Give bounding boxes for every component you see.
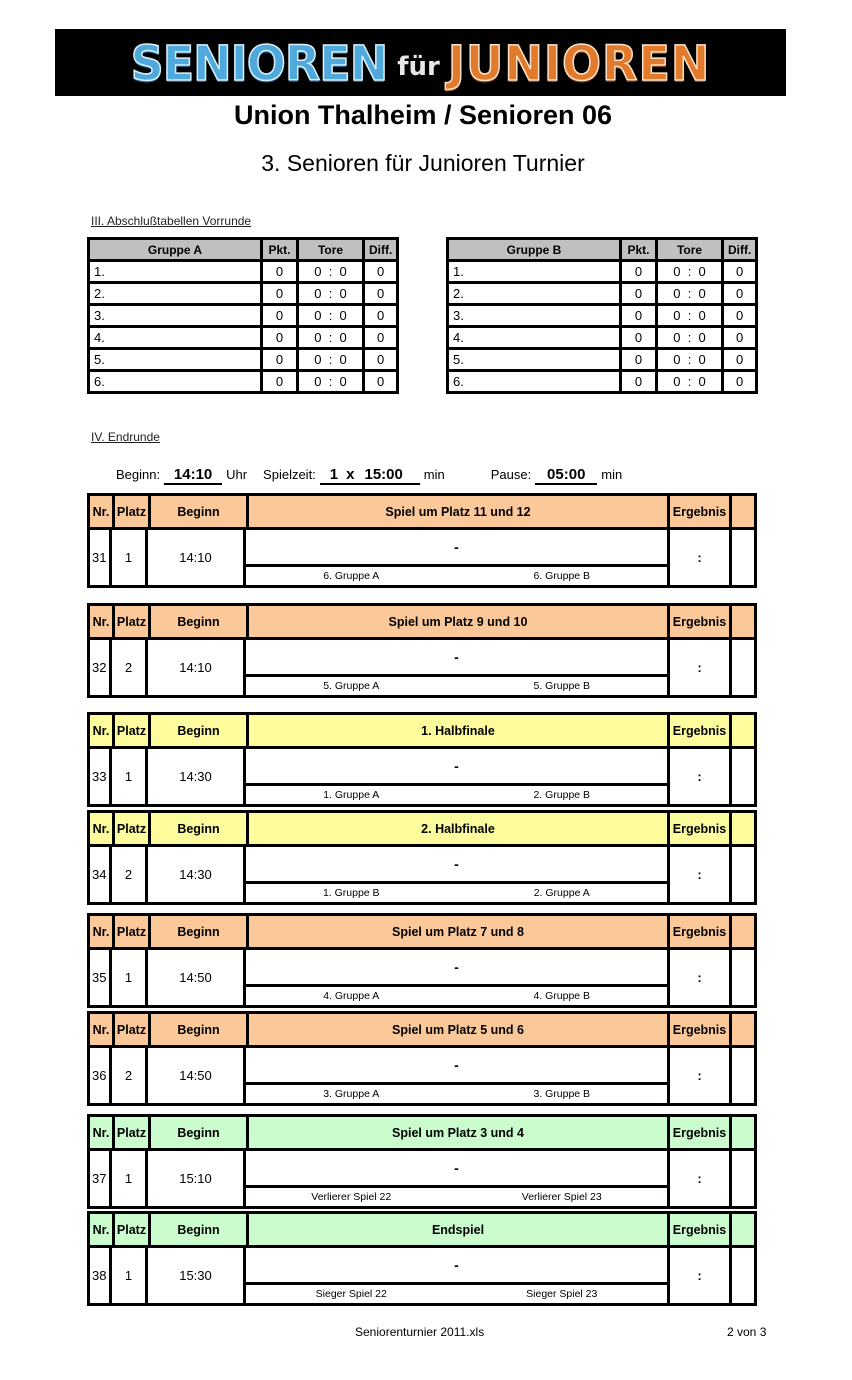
match-body xyxy=(90,950,754,1005)
match-block xyxy=(87,493,757,588)
match-field: 1 xyxy=(112,1151,148,1206)
match-result-field[interactable]: : xyxy=(670,1248,732,1303)
team-names-field[interactable]: - xyxy=(246,530,667,567)
team-seeds xyxy=(246,1285,667,1303)
nr-header: Nr. xyxy=(90,606,115,637)
team-seeds xyxy=(246,1085,667,1103)
match-start-time: 14:10 xyxy=(148,640,246,695)
section-label-vorrunde: III. Abschlußtabellen Vorrunde xyxy=(91,214,252,228)
goals-cell: 0 : 0 xyxy=(298,371,364,393)
spielzeit-label: Spielzeit: xyxy=(263,467,316,482)
team1-seed: 5. Gruppe A xyxy=(323,680,380,692)
extra-header-cell xyxy=(732,813,754,844)
match-pairing xyxy=(246,1048,670,1103)
team1-seed: 3. Gruppe A xyxy=(323,1088,380,1100)
spielzeit-duration: 15:00 xyxy=(364,466,403,483)
beginn-header: Beginn xyxy=(151,715,249,746)
tore-header: Tore xyxy=(298,239,364,261)
beginn-header: Beginn xyxy=(151,813,249,844)
points-cell: 0 xyxy=(262,327,298,349)
goals-cell: 0 : 0 xyxy=(657,305,723,327)
match-field: 2 xyxy=(112,847,148,902)
goals-cell: 0 : 0 xyxy=(298,261,364,283)
goal-difference-cell: 0 xyxy=(723,371,757,393)
pause-label: Pause: xyxy=(490,467,532,482)
match-number: 33 xyxy=(90,749,112,804)
goal-difference-cell: 0 xyxy=(723,349,757,371)
logo-text-fuer: für xyxy=(397,51,440,82)
team1-seed: Verlierer Spiel 22 xyxy=(311,1191,392,1203)
group-table-b xyxy=(446,237,758,394)
team-rank-cell: 6. xyxy=(448,371,621,393)
section-label-endrunde: IV. Endrunde xyxy=(91,430,160,444)
group-table-row xyxy=(89,261,398,283)
points-cell: 0 xyxy=(262,371,298,393)
extra-cell xyxy=(732,1151,754,1206)
platz-header: Platz xyxy=(115,1214,151,1245)
team-seeds xyxy=(246,987,667,1005)
ergebnis-header: Ergebnis xyxy=(670,1117,732,1148)
team-rank-cell: 1. xyxy=(448,261,621,283)
extra-header-cell xyxy=(732,1214,754,1245)
platz-header: Platz xyxy=(115,496,151,527)
team-rank-cell: 5. xyxy=(89,349,262,371)
match-start-time: 14:10 xyxy=(148,530,246,585)
match-start-time: 14:50 xyxy=(148,1048,246,1103)
match-pairing xyxy=(246,530,670,585)
team-rank-cell: 1. xyxy=(89,261,262,283)
platz-header: Platz xyxy=(115,715,151,746)
match-field: 1 xyxy=(112,749,148,804)
team2-seed: 2. Gruppe B xyxy=(533,789,591,801)
pause-unit: min xyxy=(601,467,623,482)
match-header xyxy=(90,1214,754,1248)
nr-header: Nr. xyxy=(90,1014,115,1045)
team-rank-cell: 6. xyxy=(89,371,262,393)
team-seeds xyxy=(246,1188,667,1206)
points-cell: 0 xyxy=(262,283,298,305)
match-number: 34 xyxy=(90,847,112,902)
match-pairing xyxy=(246,950,670,1005)
points-cell: 0 xyxy=(621,261,657,283)
team2-seed: Verlierer Spiel 23 xyxy=(521,1191,602,1203)
team2-seed: 6. Gruppe B xyxy=(533,570,591,582)
page-title: Union Thalheim / Senioren 06 xyxy=(233,100,613,130)
logo-text-junioren: JUNIOREN xyxy=(447,34,711,91)
pkt-header: Pkt. xyxy=(621,239,657,261)
match-body xyxy=(90,1048,754,1103)
nr-header: Nr. xyxy=(90,715,115,746)
platz-header: Platz xyxy=(115,1117,151,1148)
team-names-field[interactable]: - xyxy=(246,1048,667,1085)
match-body xyxy=(90,1248,754,1303)
goal-difference-cell: 0 xyxy=(723,327,757,349)
match-block xyxy=(87,1011,757,1106)
spielzeit-count: 1 xyxy=(329,466,339,483)
goals-cell: 0 : 0 xyxy=(298,327,364,349)
match-title: Spiel um Platz 7 und 8 xyxy=(249,916,670,947)
match-number: 37 xyxy=(90,1151,112,1206)
points-cell: 0 xyxy=(621,349,657,371)
match-header xyxy=(90,813,754,847)
team-seeds xyxy=(246,786,667,804)
team2-seed: 3. Gruppe B xyxy=(533,1088,591,1100)
group-table-row xyxy=(448,283,757,305)
match-start-time: 14:50 xyxy=(148,950,246,1005)
diff-header: Diff. xyxy=(723,239,757,261)
match-block xyxy=(87,810,757,905)
ergebnis-header: Ergebnis xyxy=(670,715,732,746)
match-title: Endspiel xyxy=(249,1214,670,1245)
match-title: 2. Halbfinale xyxy=(249,813,670,844)
group-table-row xyxy=(448,261,757,283)
match-header xyxy=(90,496,754,530)
nr-header: Nr. xyxy=(90,1117,115,1148)
extra-header-cell xyxy=(732,606,754,637)
points-cell: 0 xyxy=(262,261,298,283)
tore-header: Tore xyxy=(657,239,723,261)
points-cell: 0 xyxy=(621,327,657,349)
team2-seed: 2. Gruppe A xyxy=(533,887,590,899)
extra-cell xyxy=(732,530,754,585)
match-field: 1 xyxy=(112,530,148,585)
team-seeds xyxy=(246,567,667,585)
team-names-field[interactable]: - xyxy=(246,950,667,987)
footer-page-number: 2 von 3 xyxy=(727,1325,767,1339)
match-title: Spiel um Platz 3 und 4 xyxy=(249,1117,670,1148)
match-title: Spiel um Platz 9 und 10 xyxy=(249,606,670,637)
match-start-time: 14:30 xyxy=(148,847,246,902)
team-names-field[interactable]: - xyxy=(246,1248,667,1285)
group-table-a xyxy=(87,237,399,394)
team-rank-cell: 5. xyxy=(448,349,621,371)
group-table-row xyxy=(448,349,757,371)
match-title: Spiel um Platz 11 und 12 xyxy=(249,496,670,527)
extra-cell xyxy=(732,950,754,1005)
match-result-field[interactable]: : xyxy=(670,1151,732,1206)
goals-cell: 0 : 0 xyxy=(657,327,723,349)
beginn-header: Beginn xyxy=(151,1014,249,1045)
extra-header-cell xyxy=(732,496,754,527)
team2-seed: 4. Gruppe B xyxy=(533,990,591,1002)
spielzeit-unit: min xyxy=(423,467,445,482)
team-rank-cell: 3. xyxy=(448,305,621,327)
match-number: 31 xyxy=(90,530,112,585)
match-field: 2 xyxy=(112,1048,148,1103)
goal-difference-cell: 0 xyxy=(364,305,398,327)
match-pairing xyxy=(246,640,670,695)
extra-header-cell xyxy=(732,715,754,746)
pkt-header: Pkt. xyxy=(262,239,298,261)
group-table-row xyxy=(448,327,757,349)
match-field: 1 xyxy=(112,950,148,1005)
extra-cell xyxy=(732,1248,754,1303)
match-result-field[interactable]: : xyxy=(670,1048,732,1103)
team1-seed: 1. Gruppe B xyxy=(322,887,380,899)
team2-seed: 5. Gruppe B xyxy=(533,680,591,692)
group-name-header: Gruppe A xyxy=(89,239,262,261)
match-field: 2 xyxy=(112,640,148,695)
match-body xyxy=(90,1151,754,1206)
platz-header: Platz xyxy=(115,606,151,637)
match-body xyxy=(90,847,754,902)
team-rank-cell: 4. xyxy=(89,327,262,349)
beginn-header: Beginn xyxy=(151,496,249,527)
team1-seed: Sieger Spiel 22 xyxy=(315,1288,387,1300)
team-names-field[interactable]: - xyxy=(246,640,667,677)
match-title: Spiel um Platz 5 und 6 xyxy=(249,1014,670,1045)
extra-header-cell xyxy=(732,916,754,947)
beginn-header: Beginn xyxy=(151,916,249,947)
match-result-field[interactable]: : xyxy=(670,847,732,902)
match-number: 38 xyxy=(90,1248,112,1303)
beginn-value: 14:10 xyxy=(164,466,222,485)
group-table-row xyxy=(89,371,398,393)
ergebnis-header: Ergebnis xyxy=(670,606,732,637)
goal-difference-cell: 0 xyxy=(364,283,398,305)
goals-cell: 0 : 0 xyxy=(657,283,723,305)
ergebnis-header: Ergebnis xyxy=(670,916,732,947)
group-table-row xyxy=(89,349,398,371)
points-cell: 0 xyxy=(621,371,657,393)
platz-header: Platz xyxy=(115,1014,151,1045)
match-block xyxy=(87,1211,757,1306)
beginn-header: Beginn xyxy=(151,1214,249,1245)
team1-seed: 4. Gruppe A xyxy=(323,990,380,1002)
team-rank-cell: 4. xyxy=(448,327,621,349)
group-table-row xyxy=(448,305,757,327)
goals-cell: 0 : 0 xyxy=(298,349,364,371)
goal-difference-cell: 0 xyxy=(723,283,757,305)
match-number: 36 xyxy=(90,1048,112,1103)
team-names-field[interactable]: - xyxy=(246,1151,667,1188)
extra-cell xyxy=(732,1048,754,1103)
beginn-header: Beginn xyxy=(151,606,249,637)
goals-cell: 0 : 0 xyxy=(298,283,364,305)
goal-difference-cell: 0 xyxy=(364,327,398,349)
beginn-label: Beginn: xyxy=(116,467,161,482)
match-body xyxy=(90,640,754,695)
goals-cell: 0 : 0 xyxy=(657,349,723,371)
platz-header: Platz xyxy=(115,813,151,844)
spielzeit-value-field xyxy=(320,466,420,485)
match-pairing xyxy=(246,1151,670,1206)
team2-seed: Sieger Spiel 23 xyxy=(526,1288,598,1300)
spielzeit-x: x xyxy=(346,466,355,483)
ergebnis-header: Ergebnis xyxy=(670,496,732,527)
goal-difference-cell: 0 xyxy=(364,349,398,371)
match-result-field[interactable]: : xyxy=(670,530,732,585)
team-rank-cell: 3. xyxy=(89,305,262,327)
group-table-row xyxy=(448,371,757,393)
goals-cell: 0 : 0 xyxy=(298,305,364,327)
logo-text-senioren: SENIOREN xyxy=(130,34,388,91)
match-start-time: 15:30 xyxy=(148,1248,246,1303)
group-table-row xyxy=(89,327,398,349)
extra-header-cell xyxy=(732,1014,754,1045)
nr-header: Nr. xyxy=(90,813,115,844)
team-rank-cell: 2. xyxy=(448,283,621,305)
match-pairing xyxy=(246,847,670,902)
match-block xyxy=(87,1114,757,1209)
match-header xyxy=(90,916,754,950)
team-seeds xyxy=(246,677,667,695)
match-header xyxy=(90,715,754,749)
schedule-parameters xyxy=(116,466,626,485)
ergebnis-header: Ergebnis xyxy=(670,1214,732,1245)
group-name-header: Gruppe B xyxy=(448,239,621,261)
nr-header: Nr. xyxy=(90,496,115,527)
match-block xyxy=(87,712,757,807)
points-cell: 0 xyxy=(621,283,657,305)
group-table-row xyxy=(89,283,398,305)
platz-header: Platz xyxy=(115,916,151,947)
goal-difference-cell: 0 xyxy=(364,261,398,283)
extra-cell xyxy=(732,847,754,902)
match-block xyxy=(87,913,757,1008)
match-start-time: 15:10 xyxy=(148,1151,246,1206)
match-result-field[interactable]: : xyxy=(670,749,732,804)
match-body xyxy=(90,749,754,804)
match-header xyxy=(90,1117,754,1151)
match-result-field[interactable]: : xyxy=(670,950,732,1005)
beginn-header: Beginn xyxy=(151,1117,249,1148)
match-field: 1 xyxy=(112,1248,148,1303)
nr-header: Nr. xyxy=(90,1214,115,1245)
match-result-field[interactable]: : xyxy=(670,640,732,695)
extra-cell xyxy=(732,749,754,804)
group-table-row xyxy=(89,305,398,327)
diff-header: Diff. xyxy=(364,239,398,261)
match-body xyxy=(90,530,754,585)
team1-seed: 6. Gruppe A xyxy=(323,570,380,582)
match-header xyxy=(90,606,754,640)
extra-cell xyxy=(732,640,754,695)
match-number: 35 xyxy=(90,950,112,1005)
page-subtitle: 3. Senioren für Junioren Turnier xyxy=(261,150,585,176)
ergebnis-header: Ergebnis xyxy=(670,1014,732,1045)
team1-seed: 1. Gruppe A xyxy=(323,789,380,801)
team-rank-cell: 2. xyxy=(89,283,262,305)
ergebnis-header: Ergebnis xyxy=(670,813,732,844)
match-pairing xyxy=(246,749,670,804)
team-names-field[interactable]: - xyxy=(246,749,667,786)
points-cell: 0 xyxy=(621,305,657,327)
points-cell: 0 xyxy=(262,305,298,327)
team-names-field[interactable]: - xyxy=(246,847,667,884)
team-seeds xyxy=(246,884,667,902)
match-block xyxy=(87,603,757,698)
extra-header-cell xyxy=(732,1117,754,1148)
match-title: 1. Halbfinale xyxy=(249,715,670,746)
goal-difference-cell: 0 xyxy=(364,371,398,393)
goals-cell: 0 : 0 xyxy=(657,371,723,393)
goal-difference-cell: 0 xyxy=(723,305,757,327)
goal-difference-cell: 0 xyxy=(723,261,757,283)
match-number: 32 xyxy=(90,640,112,695)
goals-cell: 0 : 0 xyxy=(657,261,723,283)
match-start-time: 14:30 xyxy=(148,749,246,804)
beginn-unit: Uhr xyxy=(226,467,248,482)
match-pairing xyxy=(246,1248,670,1303)
pause-value: 05:00 xyxy=(535,466,597,485)
logo-banner xyxy=(55,29,786,96)
footer-filename: Seniorenturnier 2011.xls xyxy=(355,1325,485,1339)
nr-header: Nr. xyxy=(90,916,115,947)
match-header xyxy=(90,1014,754,1048)
points-cell: 0 xyxy=(262,349,298,371)
